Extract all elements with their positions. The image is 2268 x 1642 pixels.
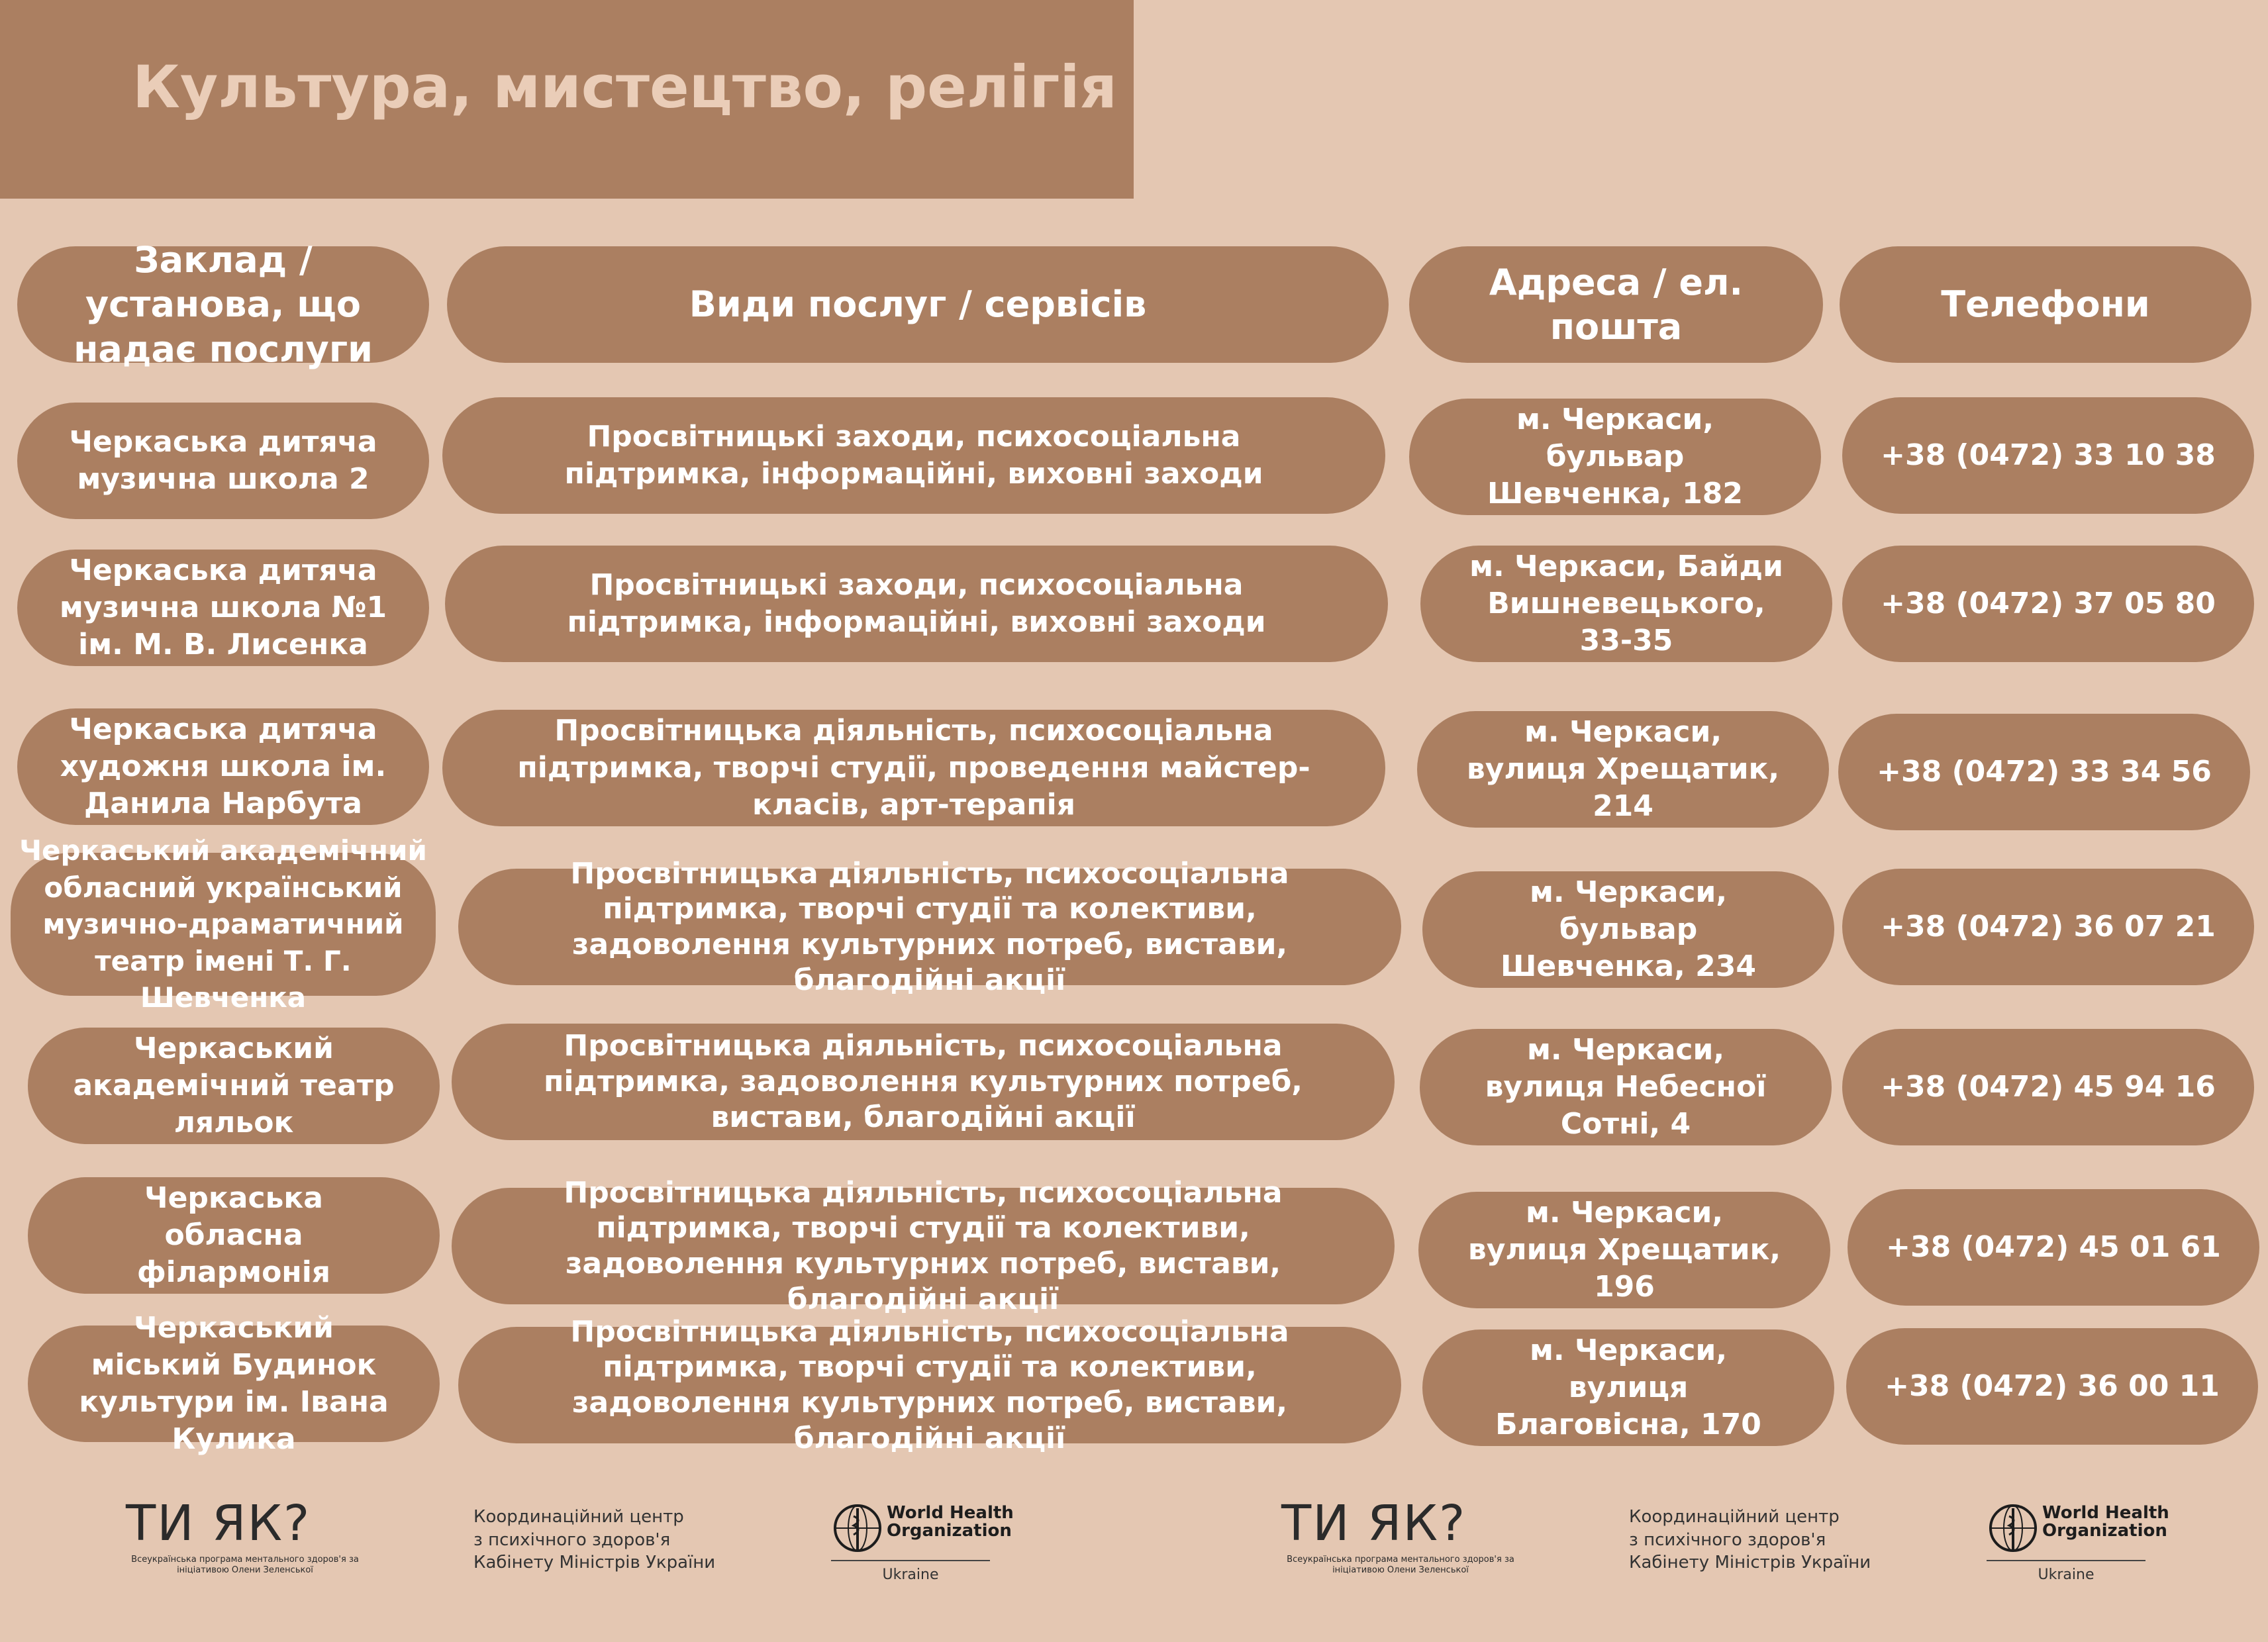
address-cell: м. Черкаси, вулиця Хрещатик, 196 bbox=[1418, 1192, 1830, 1308]
institution-cell: Черкаська дитяча музична школа №1 ім. М. В. Лисенка bbox=[17, 550, 429, 666]
address-cell: м. Черкаси, вулиця Небесної Сотні, 4 bbox=[1420, 1029, 1832, 1145]
column-header-address: Адреса / ел. пошта bbox=[1409, 246, 1823, 363]
who-emblem-icon bbox=[1987, 1502, 2040, 1555]
institution-cell: Черкаська дитяча музична школа 2 bbox=[17, 403, 429, 519]
address-cell: м. Черкаси, бульвар Шевченка, 234 bbox=[1422, 871, 1834, 988]
phone-cell: +38 (0472) 36 00 11 bbox=[1846, 1328, 2258, 1445]
services-cell: Просвітницькі заходи, психосоціальна підтримка, інформаційні, виховні заходи bbox=[445, 546, 1388, 662]
phone-cell: +38 (0472) 33 10 38 bbox=[1842, 397, 2254, 514]
services-cell: Просвітницькі заходи, психосоціальна підтримка, інформаційні, виховні заходи bbox=[442, 397, 1385, 514]
phone-cell: +38 (0472) 36 07 21 bbox=[1842, 869, 2254, 985]
address-cell: м. Черкаси, Байди Вишневецького, 33-35 bbox=[1420, 546, 1832, 662]
phone-cell: +38 (0472) 45 94 16 bbox=[1842, 1029, 2254, 1145]
column-header-phones: Телефони bbox=[1840, 246, 2251, 363]
tiyak-logo: ТИ ЯК? Всеукраїнська програма ментального здоров'я за ініціативою Олени Зеленської bbox=[1281, 1495, 1514, 1575]
address-cell: м. Черкаси, бульвар Шевченка, 182 bbox=[1409, 399, 1821, 515]
institution-cell: Черкаський академічний обласний український музично-драматичний театр імені Т. Г. Шевченка bbox=[11, 853, 436, 996]
phone-cell: +38 (0472) 33 34 56 bbox=[1838, 714, 2250, 830]
services-cell: Просвітницька діяльність, психосоціальна підтримка, задоволення культурних потреб, вистави, благодійні акції bbox=[452, 1024, 1395, 1140]
services-cell: Просвітницька діяльність, психосоціальна підтримка, творчі студії, проведення майстер-класів, арт-терапія bbox=[442, 710, 1385, 826]
coordination-center-logo: Координаційний центр з психічного здоров'я Кабінету Міністрів України bbox=[1629, 1507, 1871, 1573]
who-logo: World Health Organization Ukraine bbox=[831, 1502, 1014, 1583]
address-cell: м. Черкаси, вулиця Благовісна, 170 bbox=[1422, 1329, 1834, 1446]
tiyak-logo: ТИ ЯК? Всеукраїнська програма ментального здоров'я за ініціативою Олени Зеленської bbox=[126, 1495, 359, 1575]
column-header-institution: Заклад / установа, що надає послуги bbox=[17, 246, 429, 363]
who-emblem-icon bbox=[831, 1502, 884, 1555]
services-cell: Просвітницька діяльність, психосоціальна підтримка, творчі студії та колективи, задоволення культурних потреб, вистави, благодійні акції bbox=[458, 1327, 1401, 1443]
institution-cell: Черкаська обласна філармонія bbox=[28, 1177, 440, 1294]
coordination-center-logo: Координаційний центр з психічного здоров'я Кабінету Міністрів України bbox=[473, 1507, 716, 1573]
institution-cell: Черкаська дитяча художня школа ім. Данила Нарбута bbox=[17, 708, 429, 825]
services-cell: Просвітницька діяльність, психосоціальна підтримка, творчі студії та колективи, задоволення культурних потреб, вистави, благодійні акції bbox=[452, 1188, 1395, 1304]
header-band bbox=[0, 0, 1134, 199]
phone-cell: +38 (0472) 37 05 80 bbox=[1842, 546, 2254, 662]
who-logo: World Health Organization Ukraine bbox=[1987, 1502, 2169, 1583]
phone-cell: +38 (0472) 45 01 61 bbox=[1848, 1189, 2259, 1306]
institution-cell: Черкаський академічний театр ляльок bbox=[28, 1028, 440, 1144]
institution-cell: Черкаський міський Будинок культури ім. Івана Кулика bbox=[28, 1326, 440, 1442]
page-title: Культура, мистецтво, релігія bbox=[132, 53, 1118, 121]
address-cell: м. Черкаси, вулиця Хрещатик, 214 bbox=[1417, 711, 1829, 828]
services-cell: Просвітницька діяльність, психосоціальна підтримка, творчі студії та колективи, задоволення культурних потреб, вистави, благодійні акції bbox=[458, 869, 1401, 985]
column-header-services: Види послуг / сервісів bbox=[447, 246, 1389, 363]
